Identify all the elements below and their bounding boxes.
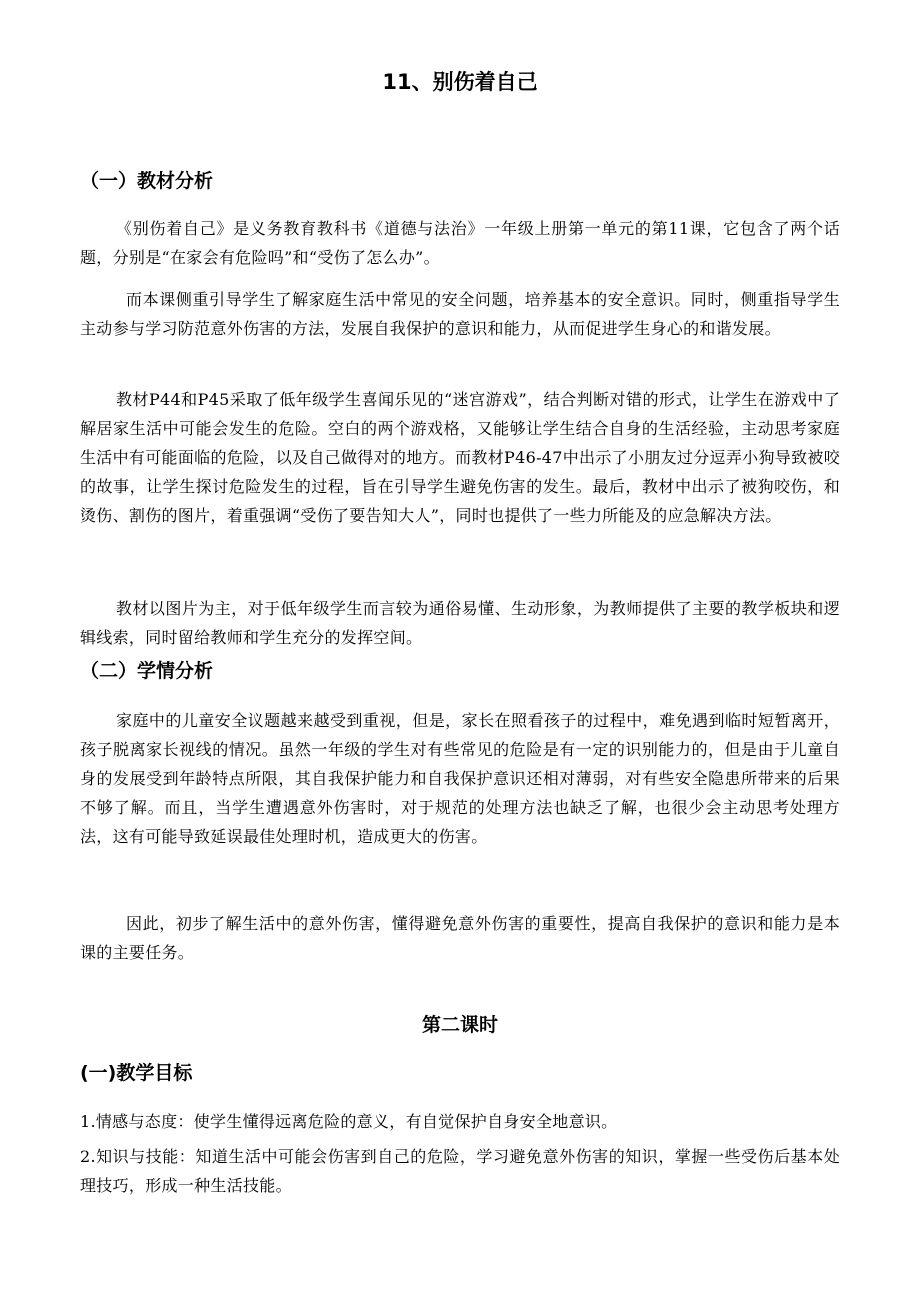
paragraph: 《别伤着自己》是义务教育教科书《道德与法治》一年级上册第一单元的第11课，它包含了两个话题，分别是“在家会有危险吗”和“受伤了怎么办”。	[80, 219, 840, 267]
document-title: 11、别伤着自己	[382, 70, 538, 94]
section-heading-student-analysis: （二）学情分析	[80, 660, 214, 682]
lesson-title: 第二课时	[421, 1014, 498, 1036]
section-heading-teaching-goals: (一)教学目标	[80, 1062, 193, 1084]
paragraph: 教材以图片为主，对于低年级学生而言较为通俗易懂、生动形象，为教师提供了主要的教学板块和逻辑线索，同时留给教师和学生充分的发挥空间。	[80, 599, 840, 647]
paragraph: 教材P44和P45采取了低年级学生喜闻乐见的“迷宫游戏”，结合判断对错的形式，让学生在游戏中了解居家生活中可能会发生的危险。空白的两个游戏格，又能够让学生结合自身的生活经验，主动思考家庭生活中有可能面临的危险，以及自己做得对的地方。而教材P46-47中出示了小朋友过分逗弄小狗导致被咬的故事，让学生探讨危险发生的过程，旨在引导学生避免伤害的发生。最后，教材中出示了被狗咬伤，和烫伤、割伤的图片，着重强调“受伤了要告知大人”，同时也提供了一些力所能及的应急解决方法。	[80, 390, 840, 525]
paragraph: 因此，初步了解生活中的意外伤害，懂得避免意外伤害的重要性，提高自我保护的意识和能力是本课的主要任务。	[80, 914, 840, 962]
paragraph: 而本课侧重引导学生了解家庭生活中常见的安全问题，培养基本的安全意识。同时，侧重指导学生主动参与学习防范意外伤害的方法，发展自我保护的意识和能力，从而促进学生身心的和谐发展。	[80, 290, 840, 338]
paragraph: 家庭中的儿童安全议题越来越受到重视，但是，家长在照看孩子的过程中，难免遇到临时短暂离开，孩子脱离家长视线的情况。虽然一年级的学生对有些常见的危险是有一定的识别能力的，但是由于儿童自身的发展受到年龄特点所限，其自我保护能力和自我保护意识还相对薄弱，对有些安全隐患所带来的后果不够了解。而且，当学生遭遇意外伤害时，对于规范的处理方法也缺乏了解，也很少会主动思考处理方法，这有可能导致延误最佳处理时机，造成更大的伤害。	[80, 711, 840, 846]
section-heading-textbook-analysis: （一）教材分析	[80, 170, 214, 192]
goal-item: 2.知识与技能：知道生活中可能会伤害到自己的危险，学习避免意外伤害的知识，掌握一些受伤后基本处理技巧，形成一种生活技能。	[80, 1147, 840, 1195]
goal-item: 1.情感与态度：使学生懂得远离危险的意义，有自觉保护自身安全地意识。	[80, 1112, 618, 1131]
